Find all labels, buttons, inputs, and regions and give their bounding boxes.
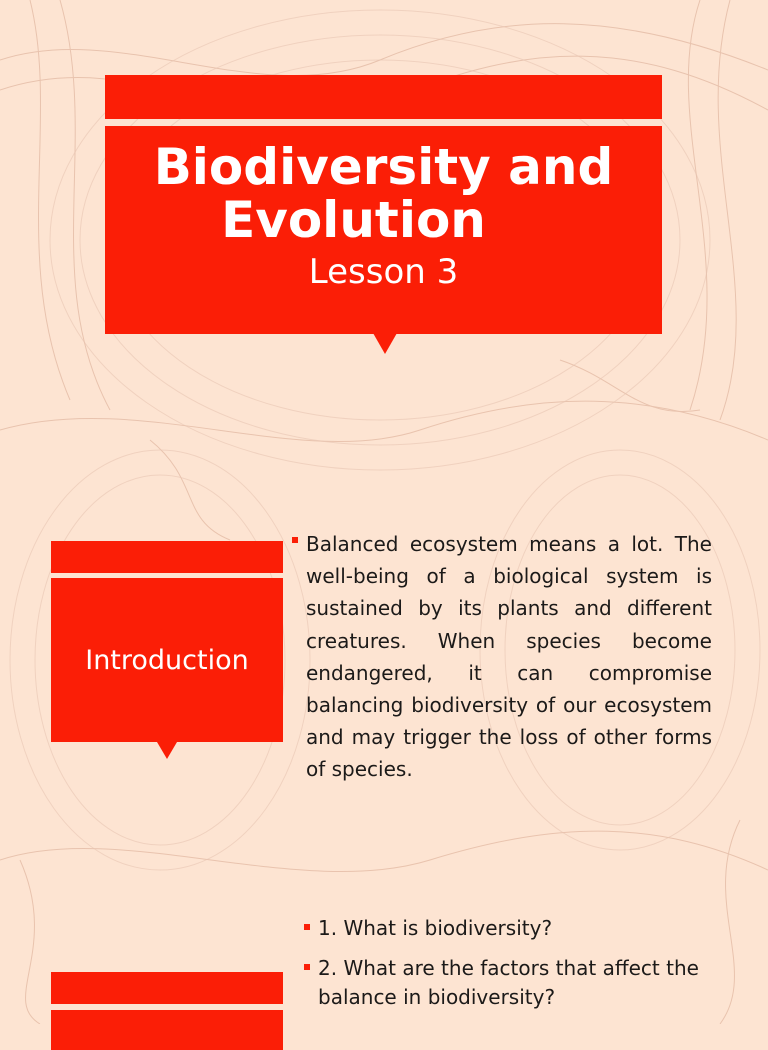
intro-bullet <box>292 528 712 786</box>
title-line-2: Evolution <box>221 191 486 249</box>
title-banner <box>105 126 662 334</box>
title-pointer <box>373 333 397 354</box>
intro-bullet-list <box>292 528 712 786</box>
question-item <box>304 914 724 943</box>
question-text: 2. What are the factors that affect the balance in biodiversity? <box>318 956 699 1009</box>
lesson-subtitle: Lesson 3 <box>308 252 459 292</box>
questions-section-header <box>51 1010 283 1050</box>
intro-pointer <box>157 742 177 759</box>
bullet-marker <box>292 537 298 543</box>
title-accent-strip <box>105 75 662 119</box>
intro-accent-strip <box>51 541 283 573</box>
intro-section-header <box>51 578 283 742</box>
question-item <box>304 954 724 1012</box>
page-title <box>105 138 662 249</box>
intro-paragraph: Balanced ecosystem means a lot. The well-being of a biological system is sustained by its plants and different creatures. When species become endangered, it can compromise balancing biodiversity of our ecosystem and may trigger the loss of other forms of species. <box>306 532 712 782</box>
questions-accent-strip <box>51 972 283 1004</box>
title-line-1: Biodiversity and <box>153 138 614 196</box>
question-text: 1. What is biodiversity? <box>318 916 553 940</box>
questions-bullet-list <box>304 914 724 1023</box>
intro-label: Introduction <box>85 644 249 676</box>
bullet-marker <box>304 964 310 970</box>
bullet-marker <box>304 924 310 930</box>
